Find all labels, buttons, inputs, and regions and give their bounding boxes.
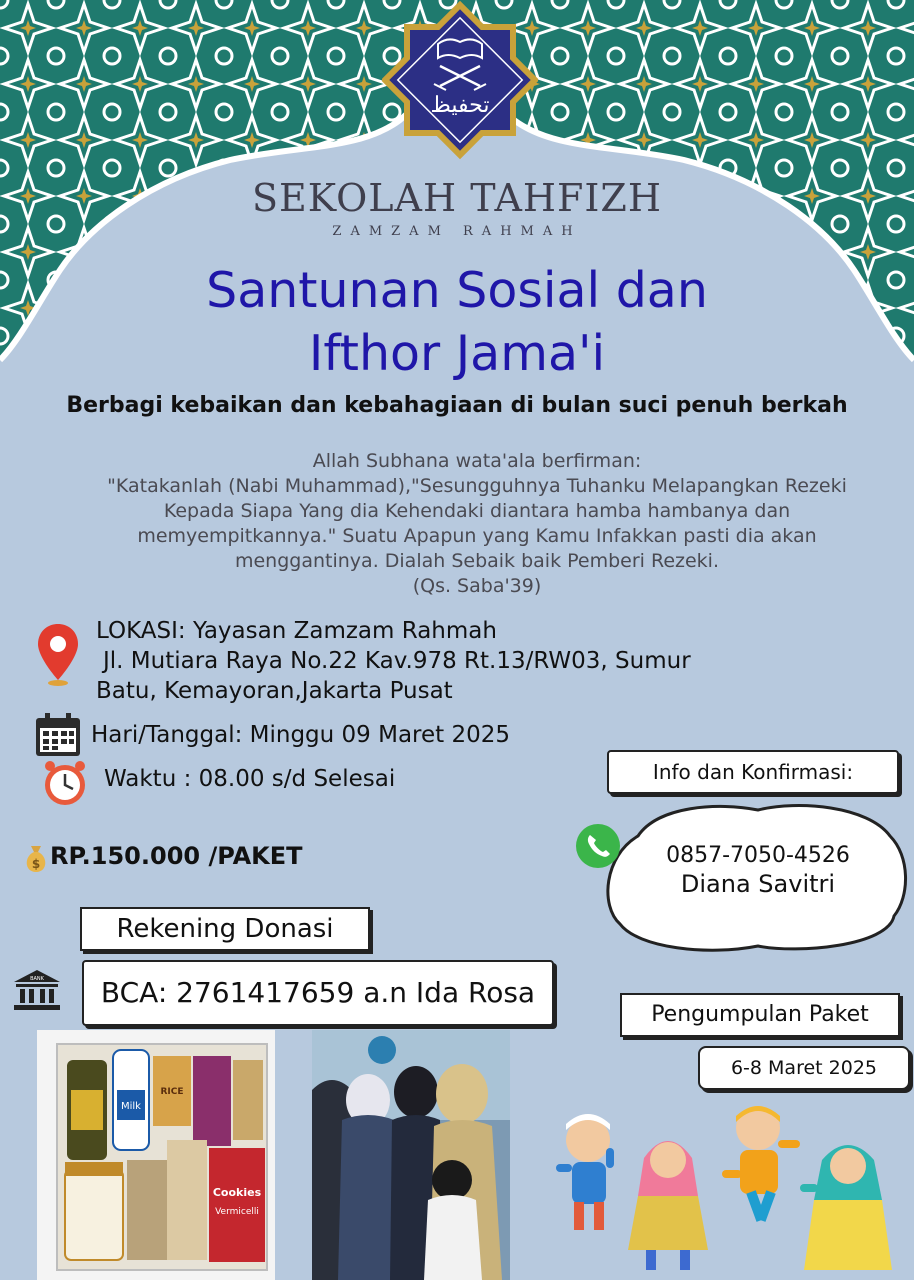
event-photo [312, 1030, 510, 1280]
location-line-1: LOKASI: Yayasan Zamzam Rahmah [96, 618, 497, 644]
money-bag-icon [22, 844, 50, 874]
rice-label: RICE [160, 1087, 184, 1097]
cookies-label: Cookies [212, 1186, 262, 1199]
school-logo [382, 0, 538, 162]
contact-label: Info dan Konfirmasi: [607, 750, 899, 794]
subtitle: Berbagi kebaikan dan kebahagiaan di bulan suci penuh berkah [66, 393, 848, 418]
vermicelli-label: Vermicelli [215, 1207, 259, 1217]
school-name: SEKOLAH TAHFIZH [252, 176, 662, 220]
verse-line: "Katakanlah (Nabi Muhammad),"Sesungguhnya Tuhanku Melapangkan Rezeki [107, 475, 847, 497]
event-date: Hari/Tanggal: Minggu 09 Maret 2025 [91, 722, 511, 748]
milk-label: Milk [121, 1101, 141, 1112]
location-pin-icon [36, 622, 80, 688]
title-line-2: Ifthor Jama'i [308, 325, 606, 382]
verse-line: memyempitkannya." Suatu Apapun yang Kamu Infakkan pasti dia akan [137, 525, 817, 547]
donation-label: Rekening Donasi [80, 907, 370, 951]
bank-icon-text: BANK [30, 976, 44, 982]
location-line-3: Batu, Kemayoran,Jakarta Pusat [96, 678, 453, 704]
verse-line: Allah Subhana wata'ala berfirman: [312, 450, 642, 472]
collection-date: 6-8 Maret 2025 [698, 1046, 910, 1090]
children-illustration [552, 1100, 902, 1278]
logo-arabic-text: تحفيظ [430, 93, 490, 118]
bank-icon [12, 968, 62, 1012]
school-subname: ZAMZAM RAHMAH [332, 224, 582, 239]
verse-line: menggantinya. Dialah Sebaik baik Pemberi Rezeki. [234, 550, 720, 572]
verse-line: (Qs. Saba'39) [412, 575, 542, 597]
verse-line: Kepada Siapa Yang dia Kehendaki diantara hamba hambanya dan [163, 500, 791, 522]
donation-account: BCA: 2761417659 a.n Ida Rosa [82, 960, 554, 1026]
quran-verse [40, 449, 914, 599]
collection-label: Pengumpulan Paket [620, 993, 900, 1037]
whatsapp-phone-icon [575, 823, 621, 869]
package-photo [37, 1030, 275, 1280]
event-time: Waktu : 08.00 s/d Selesai [104, 766, 396, 792]
title-line-1: Santunan Sosial dan [206, 262, 708, 319]
calendar-icon [34, 712, 82, 758]
contact-phone: 0857-7050-4526 [666, 843, 850, 868]
contact-name: Diana Savitri [680, 870, 836, 898]
location-line-2: Jl. Mutiara Raya No.22 Kav.978 Rt.13/RW03, Sumur [103, 648, 691, 674]
svg-text:$: $ [31, 857, 41, 871]
clock-icon [40, 760, 90, 806]
package-price: RP.150.000 /PAKET [50, 842, 303, 870]
